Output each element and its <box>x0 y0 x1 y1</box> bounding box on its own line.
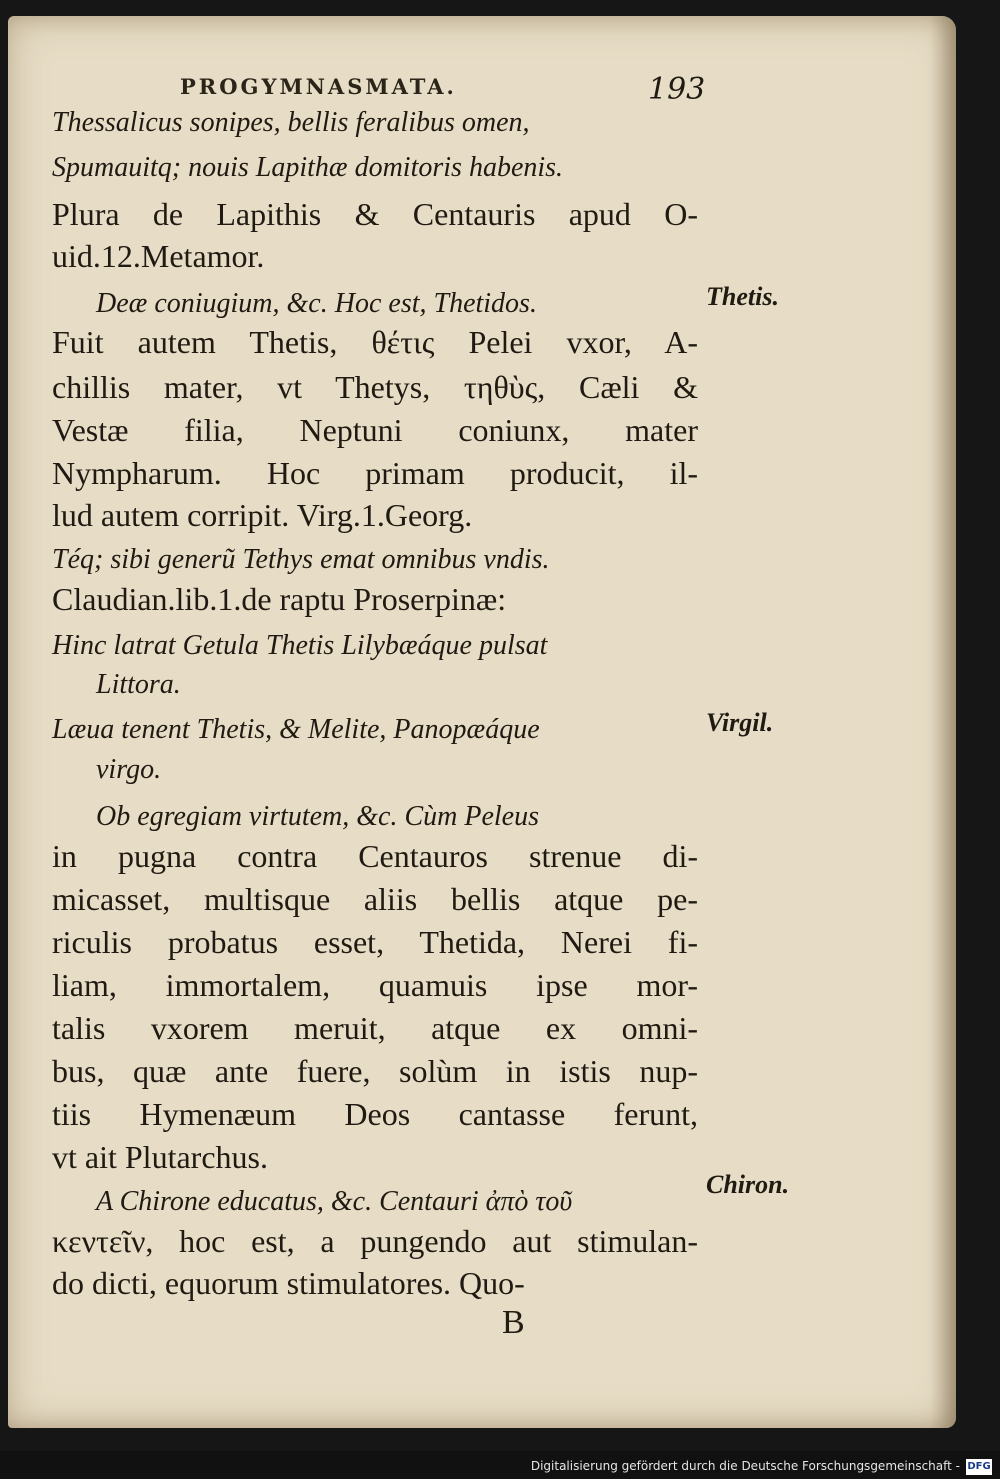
lemma-line <box>96 1178 696 1220</box>
text-line: Fuit autem Thetis, θέτις Pelei vxor, A- <box>52 324 698 360</box>
text-line: κεντεῖν, hoc est, a pungendo aut stimulan- <box>52 1223 698 1259</box>
verse-line: Littora. <box>96 669 181 700</box>
text-line: tiis Hymenæum Deos cantasse ferunt, <box>52 1096 698 1132</box>
verse-line: Hinc latrat Getula Thetis Lilybæáque pulsat <box>52 630 548 661</box>
text-line: Plura de Lapithis & Centauris apud O- <box>52 196 698 232</box>
text-line: bus, quæ ante fuere, solùm in istis nup- <box>52 1053 698 1089</box>
lemma: A Chirone educatus, &c. Centauri ἀπὸ τοῦ <box>96 1186 573 1217</box>
text-line: talis vxorem meruit, atque ex omni- <box>52 1010 698 1046</box>
text-line: lud autem corripit. Virg.1.Georg. <box>52 497 473 533</box>
text-line: Claudian.lib.1.de raptu Proserpinæ: <box>52 581 507 617</box>
text-line: chillis mater, vt Thetys, τηθὺς, Cæli & <box>52 369 698 405</box>
text-line: liam, immortalem, quamuis ipse mor- <box>52 967 698 1003</box>
text-line: Nympharum. Hoc primam producit, il- <box>52 455 698 491</box>
verse-line: Spumauitq; nouis Lapithæ domitoris habenis. <box>52 152 564 183</box>
funding-credit: Digitalisierung gefördert durch die Deutsche Forschungsgemeinschaft - <box>530 1459 960 1473</box>
dfg-logo-icon: DFG <box>966 1459 992 1475</box>
text-line: micasset, multisque aliis bellis atque pe- <box>52 881 698 917</box>
lemma: Deæ coniugium, &c. Hoc est, Thetidos. <box>96 288 537 319</box>
text-line: uid.12.Metamor. <box>52 238 265 274</box>
text-line: vt ait Plutarchus. <box>52 1139 268 1175</box>
text-line: Vestæ filia, Neptuni coniunx, mater <box>52 412 698 448</box>
lemma-line <box>96 280 696 322</box>
page-number: 193 <box>648 72 706 107</box>
footer-bar <box>0 1451 1000 1479</box>
text-line: do dicti, equorum stimulatores. Quo- <box>52 1265 525 1301</box>
signature-mark: B <box>502 1304 525 1341</box>
marginal-note-thetis: Thetis. <box>706 282 779 311</box>
text-line: in pugna contra Centauros strenue di- <box>52 838 698 874</box>
verse-line: virgo. <box>96 754 162 785</box>
text-line: riculis probatus esset, Thetida, Nerei fi- <box>52 924 698 960</box>
lemma-line <box>96 793 696 835</box>
verse-line: Thessalicus sonipes, bellis feralibus omen, <box>52 107 530 138</box>
verse-line: Téq; sibi generũ Tethys emat omnibus vndis. <box>52 544 550 575</box>
marginal-note-virgil: Virgil. <box>706 708 774 737</box>
lemma: Ob egregiam virtutem, &c. Cùm Peleus <box>96 801 539 832</box>
marginal-note-chiron: Chiron. <box>706 1170 790 1199</box>
verse-line: Læua tenent Thetis, & Melite, Panopæáque <box>52 714 540 745</box>
book-page <box>8 16 956 1428</box>
running-head: PROGYMNASMATA. <box>180 74 457 99</box>
